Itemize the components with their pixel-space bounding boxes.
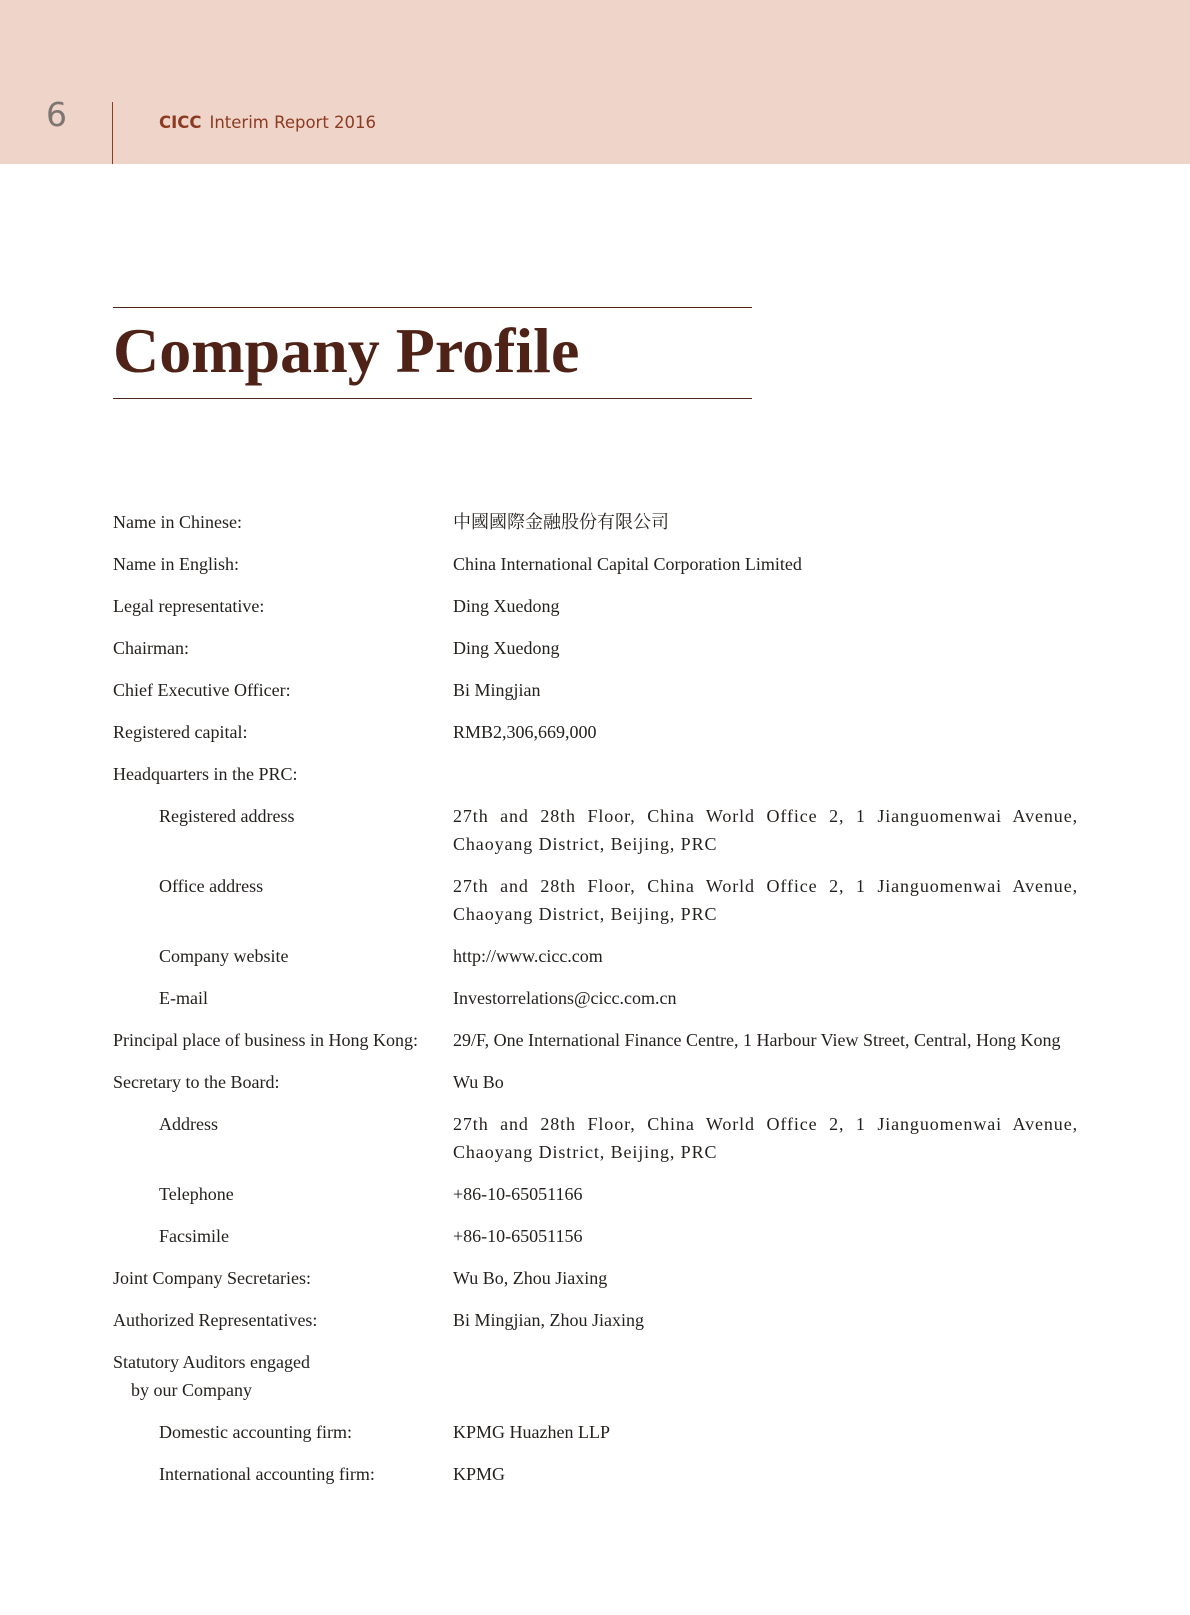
auditors-label (113, 1348, 453, 1404)
row-domestic-accounting (113, 1418, 1113, 1446)
row-secretary-address (113, 1110, 1113, 1166)
auditors-label-line2: by our Company (131, 1380, 252, 1400)
international-accounting-value: KPMG (453, 1464, 506, 1484)
telephone-label: Telephone (159, 1184, 234, 1204)
auditors-value-empty (453, 1348, 1078, 1404)
chairman-value: Ding Xuedong (453, 638, 560, 658)
row-office-address (113, 872, 1113, 928)
chairman-label: Chairman: (113, 638, 189, 658)
registered-capital-value: RMB2,306,669,000 (453, 722, 597, 742)
row-company-website (113, 942, 1113, 970)
joint-secretaries-value: Wu Bo, Zhou Jiaxing (453, 1268, 608, 1288)
header-band (0, 0, 1190, 164)
ceo-label: Chief Executive Officer: (113, 680, 291, 700)
hk-business-value: 29/F, One International Finance Centre, 1 Harbour View Street, Central, Hong Kong (453, 1030, 1061, 1050)
name-english-value: China International Capital Corporation Limited (453, 554, 802, 574)
row-joint-secretaries (113, 1264, 1113, 1292)
row-hk-business (113, 1026, 1113, 1054)
authorized-representatives-label: Authorized Representatives: (113, 1310, 318, 1330)
registered-capital-label: Registered capital: (113, 722, 248, 742)
page-number: 6 (46, 95, 67, 134)
email-value: Investorrelations@cicc.com.cn (453, 988, 677, 1008)
report-title: Interim Report 2016 (209, 113, 377, 132)
row-headquarters (113, 760, 1113, 788)
email-label: E-mail (159, 988, 208, 1008)
facsimile-value: +86-10-65051156 (453, 1226, 583, 1246)
page-title: Company Profile (113, 315, 580, 386)
row-chairman (113, 634, 1113, 662)
board-secretary-label: Secretary to the Board: (113, 1072, 280, 1092)
name-chinese-label: Name in Chinese: (113, 512, 242, 532)
row-ceo (113, 676, 1113, 704)
domestic-accounting-label: Domestic accounting firm: (159, 1422, 352, 1442)
office-address-value: 27th and 28th Floor, China World Office 2, 1 Jianguomenwai Avenue, Chaoyang District, Beijing, PRC (453, 876, 1078, 924)
running-header (159, 113, 376, 132)
company-profile-list (113, 508, 1113, 1502)
company-website-value: http://www.cicc.com (453, 946, 603, 966)
row-registered-address (113, 802, 1113, 858)
row-email (113, 984, 1113, 1012)
row-board-secretary (113, 1068, 1113, 1096)
joint-secretaries-label: Joint Company Secretaries: (113, 1268, 311, 1288)
row-name-english (113, 550, 1113, 578)
name-chinese-value: 中國國際金融股份有限公司 (453, 512, 669, 532)
international-accounting-label: International accounting firm: (159, 1464, 375, 1484)
row-telephone (113, 1180, 1113, 1208)
facsimile-label: Facsimile (159, 1226, 229, 1246)
telephone-value: +86-10-65051166 (453, 1184, 583, 1204)
row-legal-representative (113, 592, 1113, 620)
hk-business-label: Principal place of business in Hong Kong: (113, 1030, 418, 1050)
headquarters-label: Headquarters in the PRC: (113, 764, 298, 784)
row-registered-capital (113, 718, 1113, 746)
row-name-chinese (113, 508, 1113, 536)
title-rule-bottom (113, 398, 752, 399)
title-rule-top (113, 307, 752, 308)
row-international-accounting (113, 1460, 1113, 1488)
board-secretary-value: Wu Bo (453, 1072, 504, 1092)
secretary-address-label: Address (159, 1114, 218, 1134)
header-divider (112, 102, 113, 164)
company-website-label: Company website (159, 946, 289, 966)
registered-address-value: 27th and 28th Floor, China World Office 2, 1 Jianguomenwai Avenue, Chaoyang District, Beijing, PRC (453, 806, 1078, 854)
row-facsimile (113, 1222, 1113, 1250)
registered-address-label: Registered address (159, 806, 295, 826)
office-address-label: Office address (159, 876, 264, 896)
brand-name: CICC (159, 113, 202, 132)
authorized-representatives-value: Bi Mingjian, Zhou Jiaxing (453, 1310, 644, 1330)
legal-representative-label: Legal representative: (113, 596, 265, 616)
legal-representative-value: Ding Xuedong (453, 596, 560, 616)
headquarters-value-empty (453, 760, 1078, 788)
row-authorized-representatives (113, 1306, 1113, 1334)
row-auditors (113, 1348, 1113, 1404)
name-english-label: Name in English: (113, 554, 239, 574)
domestic-accounting-value: KPMG Huazhen LLP (453, 1422, 610, 1442)
secretary-address-value: 27th and 28th Floor, China World Office 2, 1 Jianguomenwai Avenue, Chaoyang District, Beijing, PRC (453, 1114, 1078, 1162)
auditors-label-line1: Statutory Auditors engaged (113, 1352, 310, 1372)
ceo-value: Bi Mingjian (453, 680, 541, 700)
